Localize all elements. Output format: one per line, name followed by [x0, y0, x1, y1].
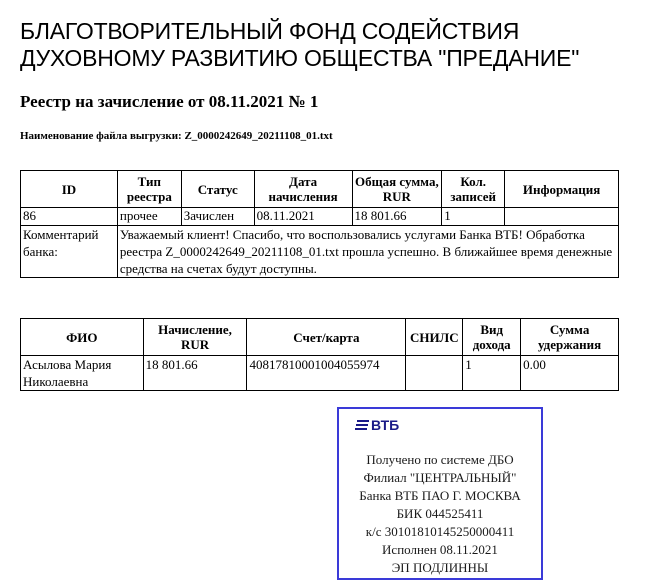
org-title-line1: БЛАГОТВОРИТЕЛЬНЫЙ ФОНД СОДЕЙСТВИЯ	[20, 18, 520, 44]
cell-id: 86	[21, 208, 118, 226]
header-register-type: Тип реестра	[117, 171, 181, 208]
cell-account: 40817810001004055974	[247, 356, 406, 391]
cell-info	[505, 208, 619, 226]
header-income-type: Вид дохода	[463, 319, 521, 356]
cell-fio: Асылова Мария Николаевна	[21, 356, 144, 391]
cell-sum: 18 801.66	[352, 208, 442, 226]
header-information: Информация	[505, 171, 619, 208]
stamp-line: БИК 044525411	[396, 506, 484, 521]
cell-snils	[406, 356, 463, 391]
stamp-line: ЭП ПОДЛИННЫ	[391, 560, 489, 575]
comment-label: Комментарий банка:	[21, 226, 118, 278]
stamp-text	[339, 451, 541, 577]
cell-type: прочее	[117, 208, 181, 226]
header-status: Статус	[181, 171, 254, 208]
header-accrual: Начисление, RUR	[143, 319, 247, 356]
header-deduction: Сумма удержания	[521, 319, 619, 356]
stamp-line: Получено по системе ДБО	[366, 452, 514, 467]
stamp-line: Филиал "ЦЕНТРАЛЬНЫЙ"	[363, 470, 517, 485]
register-table-header	[21, 171, 619, 208]
header-id: ID	[21, 171, 118, 208]
cell-amount: 18 801.66	[143, 356, 247, 391]
vtb-logo-text: ВТБ	[371, 417, 400, 433]
register-table	[20, 170, 619, 278]
header-record-count: Кол. записей	[442, 171, 505, 208]
cell-income-type: 1	[463, 356, 521, 391]
cell-status: Зачислен	[181, 208, 254, 226]
header-total-sum: Общая сумма, RUR	[352, 171, 442, 208]
payee-table-header	[21, 319, 619, 356]
header-account: Счет/карта	[247, 319, 406, 356]
header-date: Дата начисления	[254, 171, 352, 208]
cell-deduction: 0.00	[521, 356, 619, 391]
organization-title	[20, 18, 650, 72]
vtb-logo	[355, 417, 399, 433]
org-title-line2: ДУХОВНОМУ РАЗВИТИЮ ОБЩЕСТВА "ПРЕДАНИЕ"	[20, 45, 580, 71]
export-file-name: Наименование файла выгрузки: Z_0000242649_20211108_01.txt	[20, 130, 333, 142]
vtb-logo-icon	[355, 420, 369, 430]
stamp-line: Банка ВТБ ПАО Г. МОСКВА	[359, 488, 521, 503]
bank-stamp	[337, 407, 543, 580]
table-row	[21, 356, 619, 391]
register-title: Реестр на зачисление от 08.11.2021 № 1	[20, 92, 319, 111]
bank-comment: Уважаемый клиент! Спасибо, что воспользовались услугами Банка ВТБ! Обработка реестра Z_0000242649_20211108_01.txt прошла успешно. В ближайшее время денежные средства на счетах будут доступны.	[117, 226, 618, 278]
stamp-line: к/с 30101810145250000411	[365, 524, 515, 539]
header-snils: СНИЛС	[406, 319, 463, 356]
cell-date: 08.11.2021	[254, 208, 352, 226]
cell-count: 1	[442, 208, 505, 226]
comment-row	[21, 226, 619, 278]
table-row	[21, 208, 619, 226]
stamp-line: Исполнен 08.11.2021	[382, 542, 498, 557]
header-fio: ФИО	[21, 319, 144, 356]
payee-table	[20, 318, 619, 391]
